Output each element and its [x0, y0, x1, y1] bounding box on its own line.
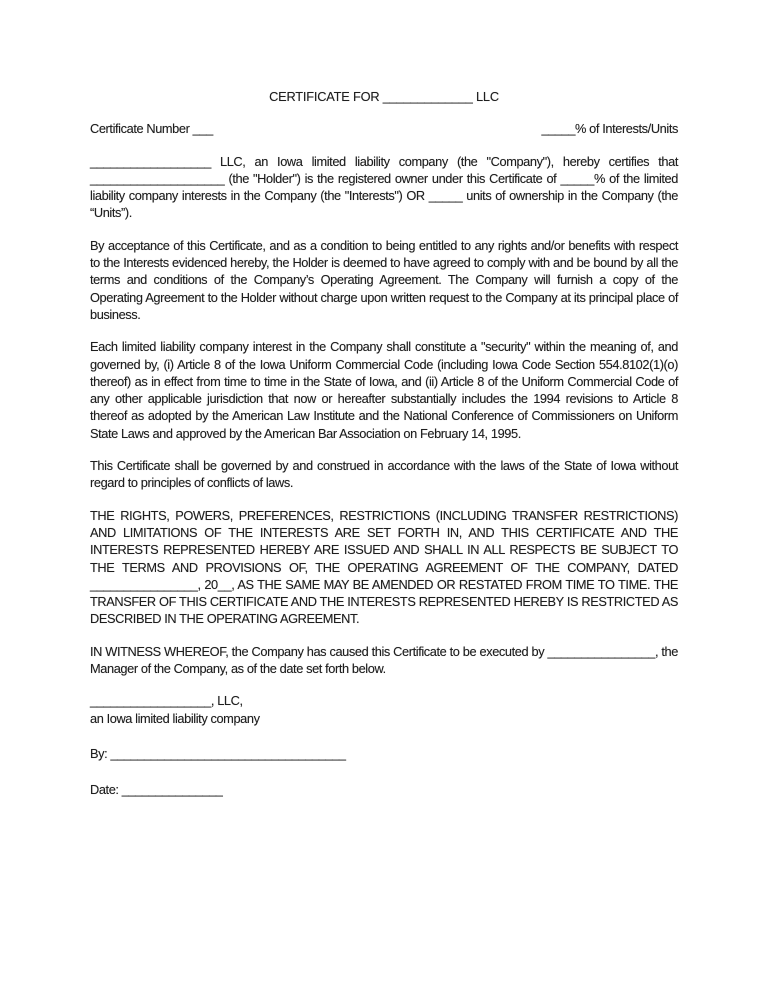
paragraph-security: Each limited liability company interest in the Company shall constitute a "security" within the meaning of, and governed by, (i) Article 8 of the Iowa Uniform Commercial Code (including Iowa Code Section 554.8102(1)(o) thereof) as in effect from time to time in the State of Iowa, and (ii) Article 8 of the Uniform Commercial Code of any other applicable jurisdiction that now or hereafter substantially includes the 1994 revisions to Article 8 thereof as adopted by the American Law Institute and the National Conference of Commissioners on Uniform State Laws and approved by the American Bar Association on February 14, 1995. [90, 339, 678, 441]
signature-company-type: an Iowa limited liability company [90, 710, 260, 726]
interests-units-label: _____% of Interests/Units [541, 121, 678, 137]
paragraph-governing-law: This Certificate shall be governed by and construed in accordance with the laws of the State of Iowa without regard to principles of conflicts of laws. [90, 458, 678, 491]
signature-company-line: __________________, LLC, [90, 693, 243, 709]
document-title: CERTIFICATE FOR _____________ LLC [269, 89, 499, 104]
signature-date-line: Date: _______________ [90, 782, 223, 798]
signature-by-line: By: ___________________________________ [90, 745, 346, 761]
paragraph-certification: __________________ LLC, an Iowa limited liability company (the "Company"), hereby certifies that ____________________ (the "Holder") is the registered owner under this Certificate of _____% of the limited liability company interests in the Company (the "Interests") OR _____ units of ownership in the Company (the “Units”). [90, 153, 678, 221]
paragraph-acceptance: By acceptance of this Certificate, and as a condition to being entitled to any rights and/or benefits with respect to the Interests evidenced hereby, the Holder is deemed to have agreed to comply with and be bound by all the terms and conditions of the Company’s Operating Agreement. The Company will furnish a copy of the Operating Agreement to the Holder without charge upon written request to the Company at its principal place of business. [90, 237, 678, 322]
certificate-header-row [90, 120, 678, 137]
signature-block [90, 692, 678, 727]
certificate-number-label: Certificate Number ___ [90, 121, 213, 137]
paragraph-witness: IN WITNESS WHEREOF, the Company has caused this Certificate to be executed by ________________, the Manager of the Company, as of the date set forth below. [90, 643, 678, 677]
paragraph-restrictions-notice: THE RIGHTS, POWERS, PREFERENCES, RESTRICTIONS (INCLUDING TRANSFER RESTRICTIONS) AND LIMITATIONS OF THE INTERESTS ARE SET FORTH IN, AND THIS CERTIFICATE AND THE INTERESTS REPRESENTED HEREBY ARE ISSUED AND SHALL IN ALL RESPECTS BE SUBJECT TO THE TERMS AND PROVISIONS OF, THE OPERATING AGREEMENT OF THE COMPANY, DATED ________________, 20__, AS THE SAME MAY BE AMENDED OR RESTATED FROM TIME TO TIME. THE TRANSFER OF THIS CERTIFICATE AND THE INTERESTS REPRESENTED HEREBY IS RESTRICTED AS DESCRIBED IN THE OPERATING AGREEMENT. [90, 507, 678, 627]
